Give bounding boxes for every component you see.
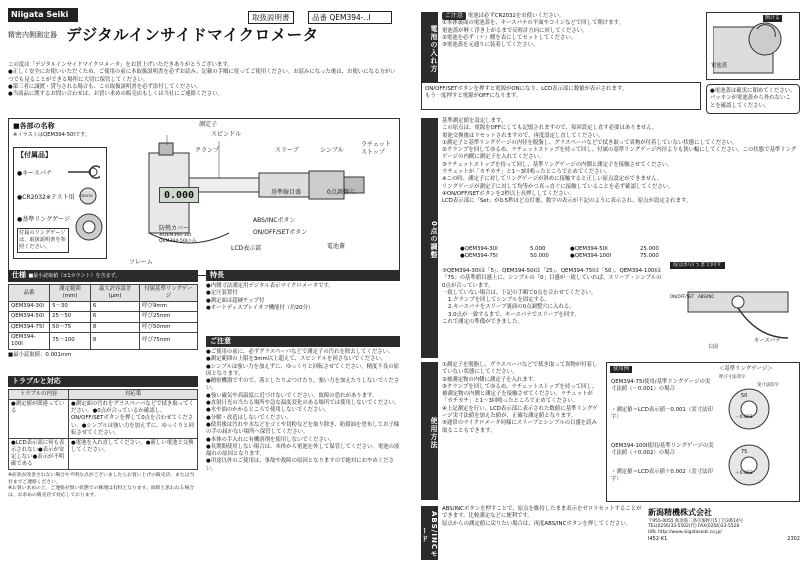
- zero-item: ②クランプを回してゆるめ、ラチェットストップを持って回し、付属の基準リングゲージ内径よりも狭い幅にしてください。この状態で基準リングゲージの内側に測定子を入れてください。: [442, 147, 797, 161]
- accessory-item: ●キースパナ: [17, 170, 52, 177]
- model-name: ●QEM394-75I: [460, 253, 498, 260]
- label-zero-hole: 0点調整穴: [327, 189, 355, 196]
- battery-section: [442, 12, 697, 49]
- accessories-box: [13, 147, 107, 259]
- zero-side-label: 0点の調整: [421, 118, 438, 358]
- usage-item: ⑤通常のマイクロメータ同様にスリーブとシンブルの目盛を読み取ることもできます。: [442, 420, 597, 434]
- column-header: 測定範囲(mm): [50, 285, 91, 302]
- zero-item: 電池交換後はリセットされますので、再度設定し直してください。: [442, 132, 604, 139]
- feature-item: ●定圧装置付: [206, 290, 238, 297]
- battery-warning: [706, 84, 800, 114]
- fig-label: ABS/INC: [698, 294, 715, 299]
- zero-item: リングゲージが測定子に対して均等かつ真っ直ぐに接触していることを必ず確認してください。: [442, 183, 674, 190]
- model-number: QEM394-‥I: [329, 13, 371, 22]
- feature-item: ●内側寸法測定用デジタル表示マイクロメータです。: [206, 283, 334, 289]
- column-header: トラブルの内容: [9, 390, 69, 400]
- spec-note: ■最小読取値：0.001mm: [8, 351, 72, 358]
- column-header: 最大許容誤差(μm): [90, 285, 139, 302]
- power-section: [421, 82, 701, 110]
- accessory-item: ●基準リングゲージ: [17, 216, 70, 223]
- warn-text: パッキンが電池蓋から外れないことを確認してください。: [710, 95, 791, 109]
- ring-actual: ＋0.002: [735, 471, 753, 476]
- header: [8, 8, 398, 58]
- column-header: 対応策: [69, 390, 198, 400]
- zero-item: ※この時、測定子に対してリングゲージが斜めに接触すると正しい原点設定ができません。: [442, 176, 663, 183]
- intro-line: ●第三者に譲渡・貸与される場合も、この取扱説明書を必ず添付してください。: [8, 83, 202, 90]
- parts-heading: ■各部の名称: [13, 122, 55, 130]
- cover-note: ※QEM394-30I: [159, 233, 191, 238]
- model-value: 50.000: [530, 253, 549, 260]
- example-text: QEM394-75I使用/基準リングゲージの実寸法値（－0.001）の場合: [611, 379, 711, 393]
- cell: ●測定値が間違っている: [9, 400, 69, 439]
- trouble-note: ※お買い求めの上、ご連絡が無い状態での修理は有料となります。故障と思われる場合は、お求めの販売店で対応しております。: [8, 486, 194, 498]
- battery-item: 電池蓋が軽く浮き上がるまで反時計方向に回してください。: [442, 27, 588, 34]
- intro-line: この度は「デジタルインサイドマイクロメータ」をお買上げいただきありがとうございます。: [8, 62, 233, 68]
- absinc-side-label: ABS/INCモード: [421, 506, 438, 560]
- ring-nominal: 50: [741, 393, 748, 399]
- spec-section: [8, 270, 198, 359]
- label-probe: 測定子: [199, 121, 218, 128]
- ring-label: 呼び寸法印字: [719, 375, 746, 380]
- battery-item: ①本体裏面の電池蓋を、キースパナの平面やコインなどで回して開けます。: [442, 20, 624, 27]
- caution-item: ●使用後は汚れや水などをゴミや切粉などを取り除き、防錆油を塗布してお子様の手の届かない場所へ保管してください。: [206, 421, 400, 436]
- battery-item: ③電池蓋を元通りに装着してください。: [442, 42, 539, 49]
- battery-item: 電池は必ずCR2032をお使いください。: [467, 13, 565, 19]
- label-onoff: ON/OFF/SETボタン: [253, 229, 308, 236]
- zero-item: これで測定の準備ができました。: [442, 319, 523, 326]
- example-text: ・測定値＝LCD表示値－0.001（実寸法印字）: [611, 407, 713, 421]
- model-box: [308, 11, 392, 24]
- zero-item: 基準測定値を設定します。: [442, 118, 507, 124]
- ring-gauge-icon: [74, 212, 104, 242]
- cell: 75～100: [50, 332, 91, 349]
- ring-label: 実寸法印字: [757, 383, 779, 388]
- power-text: ON/OFF/SETボタンを押すと電源がONになり、LCD表示部に数値が表示されます。: [425, 86, 628, 92]
- doc-code-text: I452-K1: [648, 535, 668, 542]
- company-address: URL http://www.niigataseiki.co.jp/: [648, 530, 722, 536]
- battery-item: ②電池を必ず（＋）側を表にしてセットしてください。: [442, 34, 577, 41]
- zero-values: [460, 246, 660, 261]
- caution-item: ●精密機器ですので、落としたりぶつけたり、強い力を加えたりしないでください。: [206, 378, 400, 392]
- values-row: [460, 253, 660, 260]
- cover-note: QEM394-50Iのみ: [159, 239, 197, 244]
- caution-item: ●直射日光の当たる場所や急な温度変化のある場所では使用しないでください。: [206, 400, 400, 407]
- trouble-section: [8, 376, 198, 499]
- caution-item: ●強い磁気や高温度に近づけないでください。故障の恐れがあります。: [206, 392, 378, 399]
- note-badge: ご注意: [442, 12, 466, 20]
- features-section: [206, 270, 400, 312]
- fig-label: ON/OFF/SET: [670, 294, 695, 299]
- model-value: 5.000: [530, 246, 546, 252]
- battery-figure: [706, 12, 800, 80]
- cell: 呼び9mm: [140, 302, 198, 312]
- caution-item: ●測定範囲の上限を3mm以上超えて、スピンドルを回さないでください。: [206, 356, 387, 363]
- spec-heading-text: 仕様: [12, 271, 26, 279]
- spec-table: [8, 284, 198, 350]
- zero-item: 1.クランプを回してシンブルを固定する。: [448, 297, 550, 304]
- model-value: 75.000: [640, 253, 659, 260]
- label-ratchet: ラチェットストップ: [361, 141, 391, 156]
- zero-item: 一致していない場合は、下記の手順で0点を合わせてください。: [442, 289, 597, 296]
- zero-item: ③ラチェットストップを持って回し、基準リングゲージの内側と測定子を接触させてください。: [442, 161, 673, 168]
- usage-item: ④上記測定を行い、LCD表示部に表示された数値に基準リングゲージ実寸法値を加えた値が、正確な測定値となります。: [442, 405, 598, 420]
- caution-section: [206, 336, 400, 473]
- zero-item: 3.0点が一致するまで、キースパナでスリーブを回す。: [448, 311, 580, 318]
- model-name: ●QEM394-100I: [570, 253, 612, 260]
- zero-item: ④ON/OFF/SETボタンを2秒以上長押ししてください。: [442, 190, 575, 197]
- label-battery-lid: 電池蓋: [327, 243, 346, 250]
- table-row: [9, 312, 198, 322]
- trouble-table: [8, 389, 198, 470]
- intro-line: ●当商品に関するお問い合わせは、お買い求めの販売店もしくは当社にご連絡ください。: [8, 91, 223, 98]
- cell: ●測定面の汚れをグラスペーパなどで拭き取ってください。●0点が合っているか確認し、ON/OFF/SETボタンを押して0点を合わせてください。●シンブルは強い力を加えずに、ゆっくりと回転させてください。: [69, 400, 198, 439]
- battery-label: CR2032: [79, 194, 93, 198]
- caution-heading: ご注意: [206, 336, 400, 347]
- column-header: 品番: [9, 285, 50, 302]
- zero-item: ⑤QEM394-30Iは「5」、QEM394-50Iは「25」、QEM394-75Iは「50」、QEM394-100Iは「75」の基準値目盛上に、シンブルの「0」目盛が一致していれば、スリーブ・シンブルの0点が合っています。: [442, 268, 662, 289]
- zero-section-2: [442, 268, 664, 326]
- values-row: [460, 246, 660, 253]
- spec-subhead: ■最小読取値（±1カウント）を含まず。: [28, 273, 121, 279]
- table-row: [9, 400, 198, 439]
- parts-note: ※イラストはQEM394-50Iです。: [13, 132, 91, 138]
- caution-item: ●水や油のかかるところで使用しないでください。: [206, 407, 330, 414]
- zero-item: LCD表示部に「Set」が0.5秒ほど点灯後、数字の表示が下記のように表示され、原点が設定されます。: [442, 198, 692, 205]
- feature-item: ●測定面は超硬チップ付: [206, 297, 265, 304]
- caution-item: ●分解・改造はしないでください。: [206, 414, 292, 421]
- caution-item: ●本体の手入れに有機溶剤を使用しないでください。: [206, 436, 335, 443]
- trouble-heading: トラブルと対応: [8, 376, 198, 387]
- accessory-note: 付属のリングゲージは、取扱説明書を参照ください。: [17, 228, 69, 253]
- label-spindle: スピンドル: [211, 131, 242, 138]
- zero-item: ①測定子と基準リングゲージの内径を脱脂し、グラスペーパなどで拭き取って異物が付着していない状態にしてください。: [442, 139, 738, 146]
- zero-item: ラチェットが「カチカチ」と1～3回鳴ったところで止めてください。: [442, 169, 611, 176]
- company-address: 〒955-0055 新潟県三条市塚野目5丁目3番14号: [648, 518, 744, 524]
- intro: [8, 62, 400, 98]
- manual-label: 取扱説明書: [248, 11, 294, 24]
- absinc-text: 原点からの測定値に戻りたい場合は、再度ABS/INCボタンを押してください。: [442, 520, 632, 527]
- example-heading: 使用例: [610, 366, 632, 373]
- label-ref-line: 基準線目盛: [271, 189, 302, 196]
- ring-gauge-icon: [727, 387, 771, 431]
- parts-section: [8, 118, 400, 276]
- accessories-heading: 【付属品】: [17, 151, 52, 159]
- usage-example: [606, 362, 800, 502]
- fig-label: 右図: [708, 344, 719, 350]
- battery-side-label: 電池の入れ方: [421, 12, 438, 82]
- zero-figure: [668, 262, 800, 354]
- open-label: 開ける: [765, 15, 781, 21]
- cell: QEM394-30I: [9, 302, 50, 312]
- key-spanner-icon: [66, 162, 100, 182]
- cell: 5～30: [50, 302, 91, 312]
- cell: QEM394-75I: [9, 322, 50, 332]
- cell: QEM394-50I: [9, 312, 50, 322]
- table-row: [9, 332, 198, 349]
- feature-item: ●オートディスプレイオフ機能付（約20分）: [206, 304, 314, 311]
- cell: ●電池を入れ直してください。●新しい電池と交換してください。: [69, 438, 198, 470]
- caution-item: ●長期間使用しない場合は、本体から電池を外して保管してください。電池の液漏れの原因となります。: [206, 443, 400, 458]
- label-thimble: シンブル: [320, 147, 344, 154]
- example-text: QEM394-100I使用/基準リングゲージの実寸法値（＋0.002）の場合: [611, 443, 714, 457]
- model-label: 品番: [312, 13, 327, 22]
- cell: ●LCD表示部に何も表示されない●表示が安定しない●表示が不明確である: [9, 438, 69, 470]
- company-address: TEL(0256)33-5502(代) FAX(0256)33-5528: [648, 524, 740, 530]
- cell: 50～75: [50, 322, 91, 332]
- label-clamp: クランプ: [195, 147, 220, 154]
- company-block: [648, 508, 800, 543]
- cell: 呼び25mm: [140, 312, 198, 322]
- table-row: [9, 322, 198, 332]
- usage-item: ①測定子を脱脂し、グラスペーパなどで拭き取って異物が付着していない状態にしてください。: [442, 362, 598, 376]
- intro-line: ●正しく安全にお使いいただくため、ご使用の前に本取扱説明書を必ずお読み、記載の手順に従ってご使用ください。お読みになった後は、お使いになる方がいつでも見ることができる場所に大切に保管してください。: [8, 69, 396, 83]
- example-text: ・測定値＝LCD表示値＋0.002（実寸法印字）: [611, 469, 713, 483]
- doc-code: [648, 536, 800, 543]
- usage-section: [442, 362, 602, 435]
- label-frame: フレーム: [129, 259, 153, 266]
- usage-side-label: 使用方法: [421, 362, 438, 500]
- warn-text: ●電池蓋は確実に閉めてください。: [710, 88, 796, 94]
- label-abs-inc: ABS/INCボタン: [253, 217, 296, 224]
- cell: 6: [90, 302, 139, 312]
- spec-heading: [8, 270, 198, 282]
- ring-gauge-icon: [727, 443, 771, 487]
- lid-label: 電池蓋: [711, 63, 728, 69]
- usage-item: ③クランプを回してゆるめ、ラチェットストップを持って回し、被測定物の内側と測定子を接触させてください。ラチェットが「カチカチ」と1～3回鳴ったところで止めてください。: [442, 383, 598, 405]
- power-text: もう一度押すと電源がOFFになります。: [425, 93, 522, 100]
- doc-date: 2302: [787, 535, 800, 542]
- zero-section: [442, 118, 800, 206]
- table-header-row: [9, 285, 198, 302]
- usage-item: ②被測定物の内側に測定子を入れます。: [442, 376, 539, 383]
- column-header: 付属基準リングゲージ: [140, 285, 198, 302]
- cell: 6: [90, 312, 139, 322]
- subtitle: 精密内側測定器: [8, 31, 57, 39]
- ring-heading: ＜基準リングゲージ＞: [719, 366, 773, 372]
- absinc-section: [442, 506, 642, 528]
- fig-label: キースパナ: [754, 338, 781, 344]
- absinc-text: ABS/INCボタンを押すことで、原点を維持したまま表示をゼロリセットすることができます。比較測定などに便利です。: [442, 506, 642, 520]
- cell: QEM394-100I: [9, 332, 50, 349]
- zero-item: 2.キースパナをスリーブ裏面の0点調整穴に入れる。: [448, 304, 575, 311]
- lcd-display: 0.000: [159, 187, 199, 203]
- ring-actual: －0.001: [735, 415, 753, 420]
- cell: 8: [90, 322, 139, 332]
- caution-item: ●用途以外のご使用は、事故や故障の原因となりますので絶対におやめください。: [206, 458, 394, 472]
- model-name: ●QEM394-30I: [460, 246, 498, 252]
- zero-fig-title: 原点が合うまで回す: [670, 262, 725, 269]
- accessory-item: ●CR2032※テスト用: [17, 194, 75, 201]
- model-value: 25.000: [640, 246, 659, 252]
- company-logo: Niigata Seiki: [8, 8, 78, 22]
- cell: 呼び75mm: [140, 332, 198, 349]
- cell: 25～50: [50, 312, 91, 322]
- ring-nominal: 75: [741, 449, 748, 455]
- caution-item: ●シンブルは強い力を加えずに、ゆっくりと回転させてください。精度不良の原因となります。: [206, 363, 399, 377]
- trouble-note: ※症状が改善されない場合や不明な点がございましたらお買い上げの販売店、または当社までご連絡ください。: [8, 473, 195, 485]
- table-header-row: [9, 390, 198, 400]
- model-name: ●QEM394-50I: [570, 246, 608, 252]
- page-title: デジタルインサイドマイクロメータ: [66, 26, 319, 44]
- cell: 呼び50mm: [140, 322, 198, 332]
- cell: 8: [90, 332, 139, 349]
- label-heat-cover: 防熱カバー: [159, 225, 190, 232]
- company-name: 新潟精機株式会社: [648, 508, 712, 517]
- features-heading: 特長: [206, 270, 400, 281]
- zero-item: この原点は、電源をOFFにしても記憶されますので、毎回設定し直す必要はありません。: [442, 125, 658, 132]
- table-row: [9, 438, 198, 470]
- label-sleeve: スリーブ: [275, 147, 299, 154]
- table-row: [9, 302, 198, 312]
- caution-item: ●ご使用の前に、必ずグラスペーパなどで測定子の汚れを除去してください。: [206, 349, 394, 355]
- label-lcd: LCD表示部: [231, 245, 262, 252]
